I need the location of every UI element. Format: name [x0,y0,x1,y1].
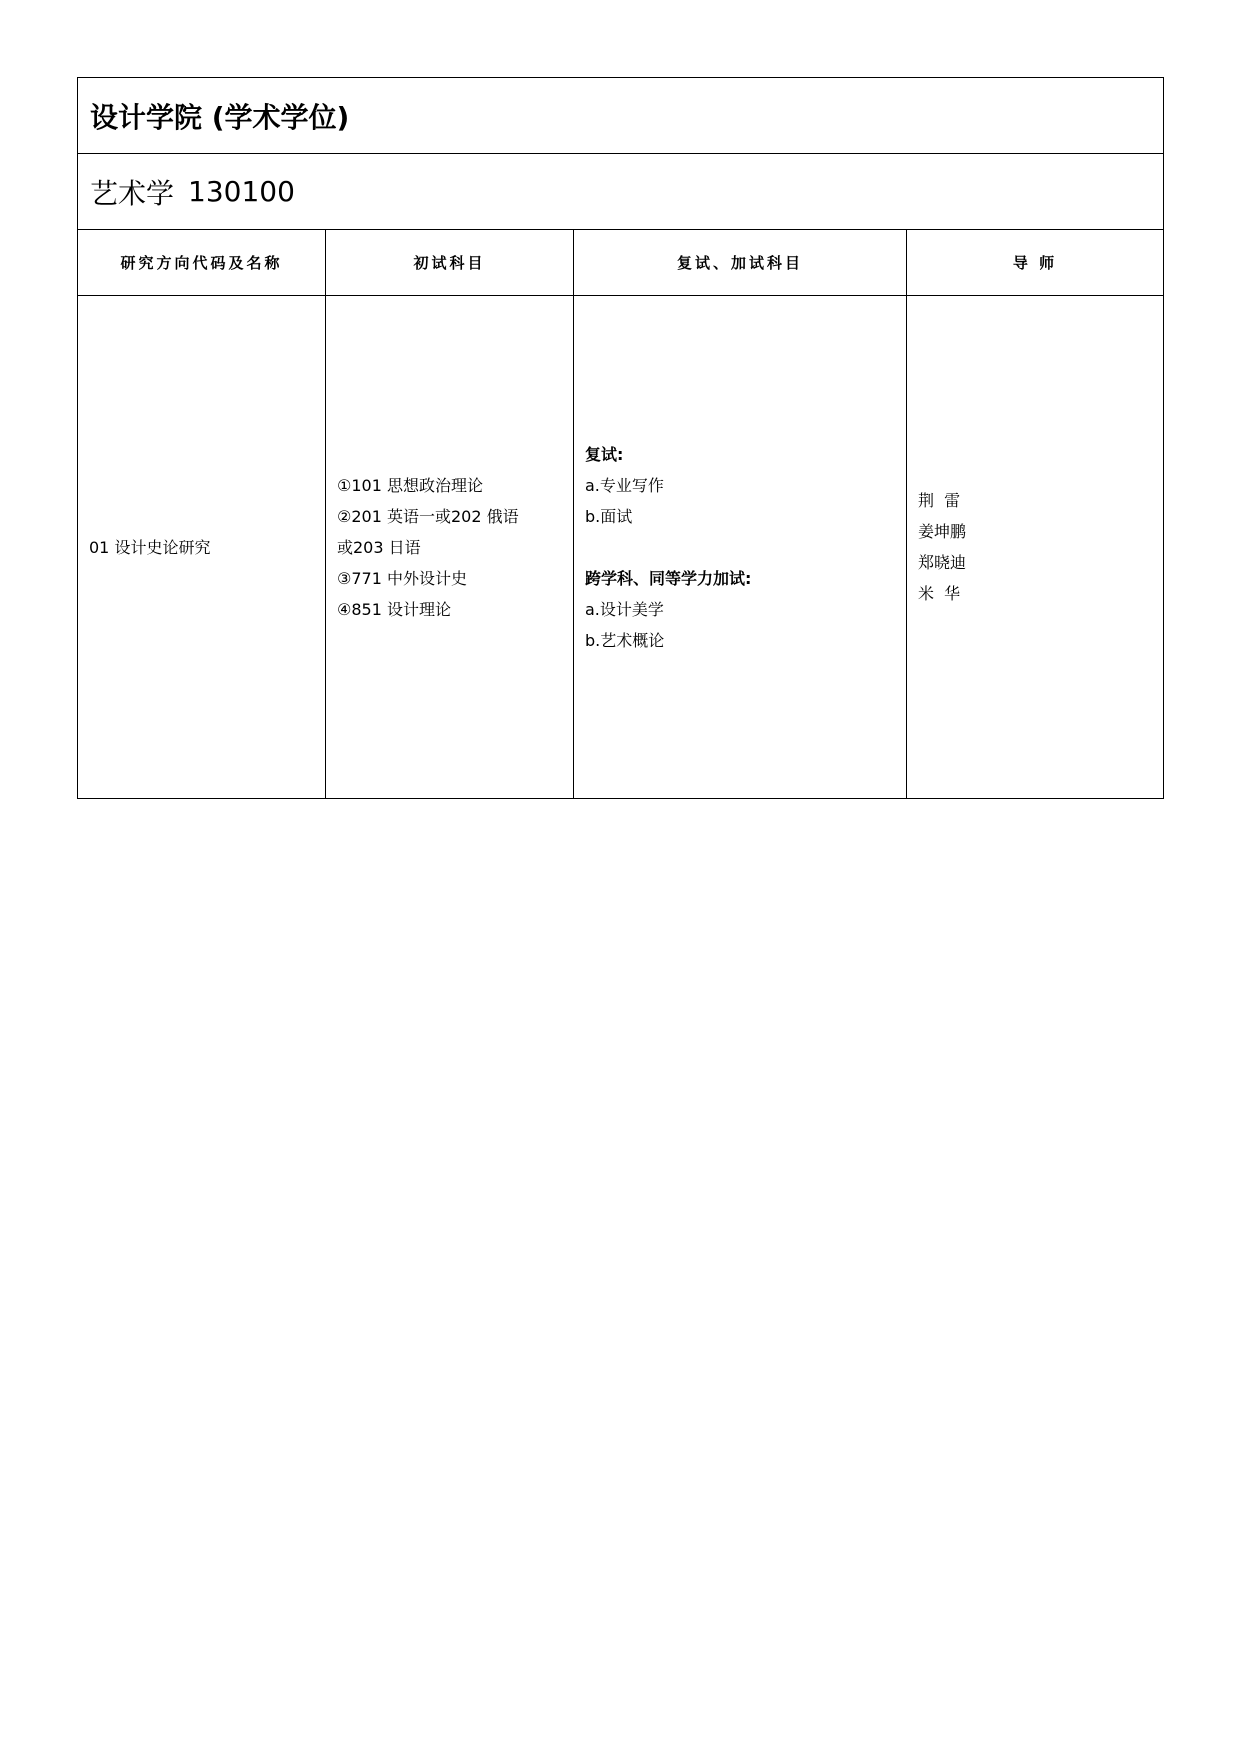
direction-text: 01 设计史论研究 [89,537,211,557]
advisor-name: 米 华 [918,584,961,603]
major-code: 130100 [188,175,295,208]
retest-label: 复试: [585,444,624,464]
advisor-name: 郑晓迪 [918,553,967,572]
major-title [78,154,1163,230]
retest-item: b.面试 [585,506,633,526]
extra-exam-item: a.设计美学 [585,599,664,619]
school-title: 设计学院 (学术学位) [78,78,1163,154]
major-name: 艺术学 [90,176,175,210]
table-grid [78,230,1163,798]
cell-initial-exam [326,296,574,798]
admission-table [77,77,1164,799]
header-initial-exam: 初试科目 [326,230,574,296]
extra-exam-label: 跨学科、同等学力加试: [585,568,752,588]
cell-advisors [907,296,1163,798]
cell-retest [574,296,907,798]
extra-exam-item: b.艺术概论 [585,630,665,650]
retest-item: a.专业写作 [585,475,664,495]
header-retest: 复试、加试科目 [574,230,907,296]
initial-exam-line: ④851 设计理论 [337,599,451,619]
header-advisor: 导 师 [907,230,1163,296]
initial-exam-line: ①101 思想政治理论 [337,475,483,495]
cell-direction [78,296,326,798]
initial-exam-line: ③771 中外设计史 [337,568,467,588]
header-direction: 研究方向代码及名称 [78,230,326,296]
advisor-name: 姜坤鹏 [918,522,967,541]
advisor-name: 荆 雷 [918,491,961,510]
spacer [585,532,906,563]
initial-exam-line: ②201 英语一或202 俄语 [337,506,519,526]
initial-exam-line: 或203 日语 [337,537,421,557]
